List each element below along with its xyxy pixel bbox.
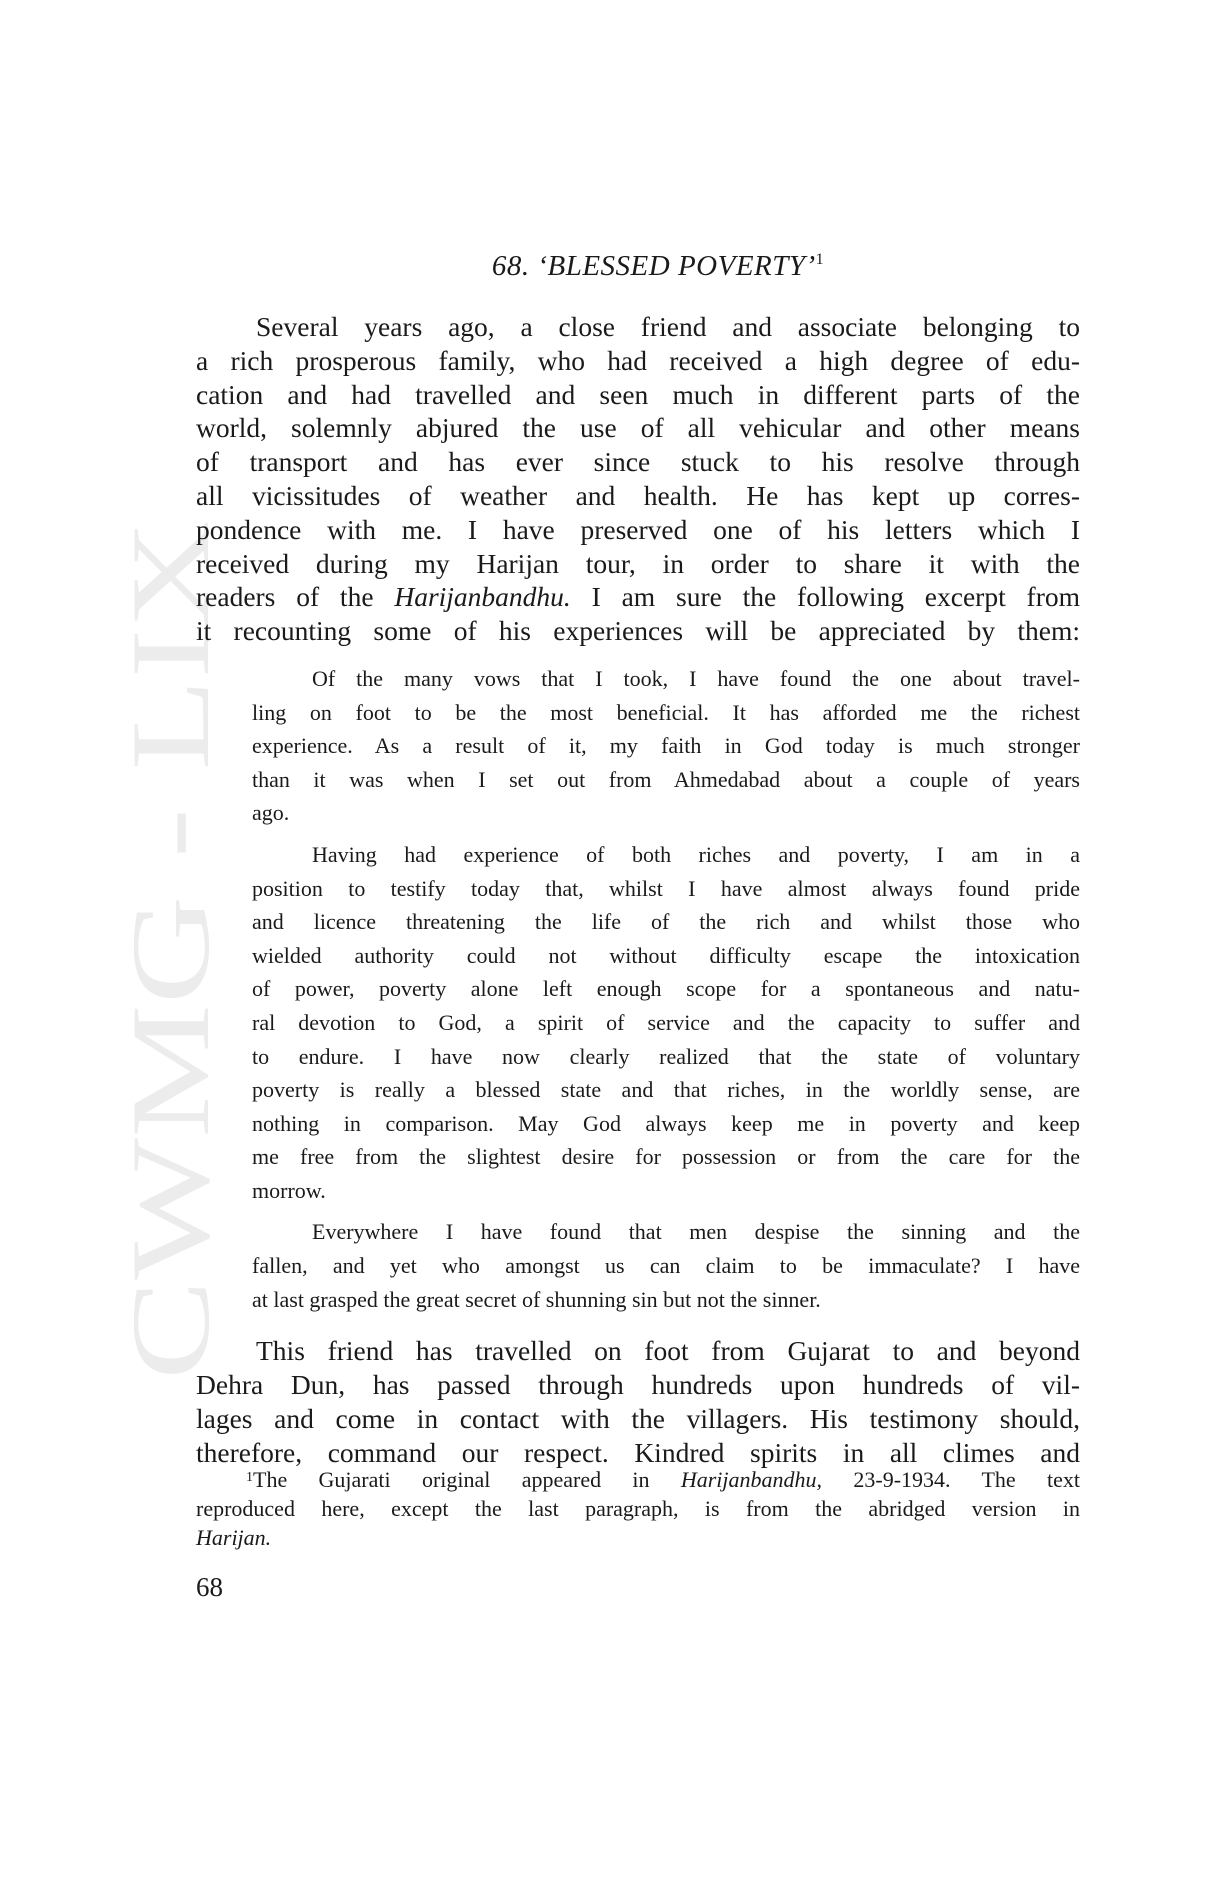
text-line: Several years ago, a close friend and associate belonging to [256,311,1080,342]
quote-paragraph-3 [252,1215,1080,1316]
article-number: 68. [491,250,530,282]
quote-line: Everywhere I have found that men despise the sinning and the [312,1219,1080,1245]
text-line: pondence with me. I have preserved one of his letters which I [196,513,1080,545]
text-line: therefore, command our respect. Kindred spirits in all climes and [196,1436,1080,1468]
text-line: all vicissitudes of weather and health. He has kept up corres- [196,479,1080,511]
page-number: 68 [196,1572,223,1602]
text-line: Dehra Dun, has passed through hundreds upon hundreds of vil- [196,1369,1080,1401]
text-line: a rich prosperous family, who had received a high degree of edu- [196,344,1080,376]
publication-name: Harijan. [196,1525,272,1550]
quote-paragraph-1 [252,662,1080,830]
quote-line: experience. As a result of it, my faith in God today is much stronger [252,733,1080,759]
title-footnote-ref: 1 [815,251,825,268]
quote-line: nothing in comparison. May God always keep me in poverty and keep [252,1110,1080,1136]
quote-line: ling on foot to be the most beneficial. It has afforded me the richest [252,699,1080,725]
watermark-text: CWMG - LIX [109,739,233,1380]
quote-line: to endure. I have now clearly realized that the state of voluntary [252,1043,1080,1069]
quote-line: ago. [252,800,290,826]
letter-excerpt [252,662,1080,1316]
main-column [196,246,1080,1469]
text-run: readers of the [196,581,395,613]
text-run: 23-9-1934. The text [822,1467,1080,1492]
quote-line: morrow. [252,1177,326,1203]
quote-line: poverty is really a blessed state and that riches, in the worldly sense, are [252,1077,1080,1103]
text-run: I am sure the following excerpt from [570,581,1080,613]
closing-paragraph [196,1334,1080,1469]
text-run: The Gujarati original appeared in [253,1467,681,1492]
quote-line: wielded authority could not without difficulty escape the intoxication [252,942,1080,968]
text-line: This friend has travelled on foot from Gujarat to and beyond [256,1335,1080,1367]
text-line: of transport and has ever since stuck to his resolve through [196,446,1080,478]
quote-line: me free from the slightest desire for possession or from the care for the [252,1144,1080,1170]
text-line: world, solemnly abjured the use of all vehicular and other means [196,412,1080,444]
quote-line: position to testify today that, whilst I have almost always found pride [252,875,1080,901]
quote-paragraph-2 [252,838,1080,1208]
quote-line: Having had experience of both riches and poverty, I am in a [312,841,1080,867]
text-line [196,580,1080,614]
article-title: ‘BLESSED POVERTY’ [537,250,816,282]
quote-line: at last grasped the great secret of shunning sin but not the sinner. [252,1286,821,1312]
text-line: cation and had travelled and seen much in different parts of the [196,378,1080,410]
footnote [196,1465,1080,1552]
footnote-line [196,1465,1080,1494]
quote-line: of power, poverty alone left enough scope for a spontaneous and natu- [252,976,1080,1002]
footnote-marker: 1 [246,1470,253,1485]
quote-line: and licence threatening the life of the rich and whilst those who [252,909,1080,935]
quote-line: Of the many vows that I took, I have found the one about travel- [312,665,1080,691]
publication-name: Harijanbandhu, [680,1467,823,1492]
intro-paragraph [196,310,1080,648]
quote-line: than it was when I set out from Ahmedabad about a couple of years [252,766,1080,792]
footnote-line [196,1523,1080,1552]
text-line: it recounting some of his experiences will be appreciated by them: [196,615,1080,647]
text-line: lages and come in contact with the villagers. His testimony should, [196,1402,1080,1434]
quote-line: ral devotion to God, a spirit of service and the capacity to suffer and [252,1009,1080,1035]
quote-line: fallen, and yet who amongst us can claim to be immaculate? I have [252,1253,1080,1279]
footnote-line: reproduced here, except the last paragraph, is from the abridged version in [196,1496,1080,1521]
publication-name: Harijanbandhu. [394,581,571,613]
article-heading [236,246,1080,286]
text-line: received during my Harijan tour, in order to share it with the [196,547,1080,579]
